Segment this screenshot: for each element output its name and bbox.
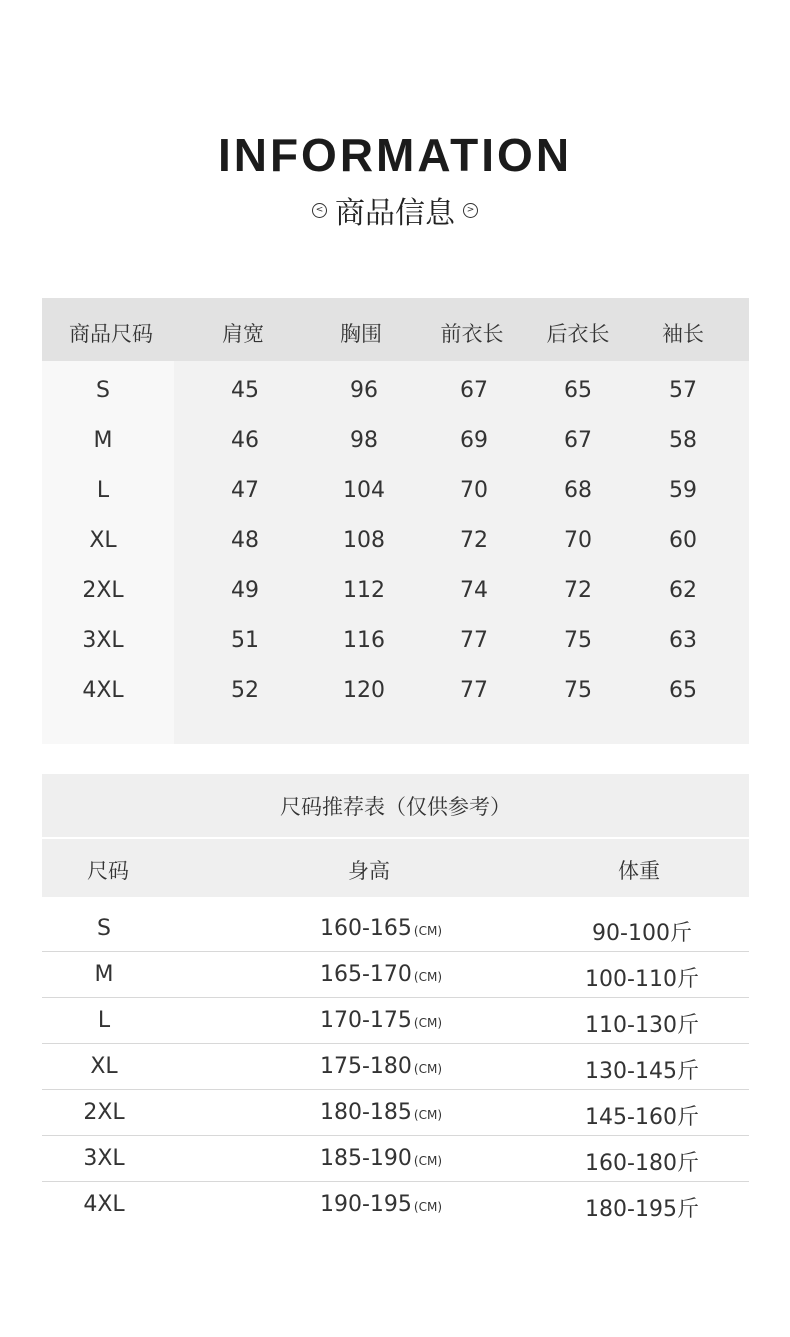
size-cell-size: 3XL — [82, 628, 124, 653]
size-cell-size: 4XL — [82, 678, 124, 703]
header-size: 尺码 — [87, 859, 129, 883]
size-cell-back-length: 70 — [564, 528, 592, 553]
height-unit: (CM) — [413, 1200, 443, 1214]
header-size: 商品尺码 — [69, 322, 153, 346]
height-value: 175-180 — [319, 1054, 412, 1079]
table-row — [42, 998, 749, 1044]
row-height — [320, 1008, 442, 1033]
size-cell-sleeve: 58 — [669, 428, 697, 453]
size-cell-size: XL — [89, 528, 117, 553]
size-cell-chest: 112 — [343, 578, 385, 603]
height-unit: (CM) — [413, 1016, 443, 1030]
size-cell-sleeve: 63 — [669, 628, 697, 653]
size-cell-chest: 104 — [343, 478, 385, 503]
size-cell-shoulder: 48 — [231, 528, 259, 553]
row-height — [320, 916, 442, 941]
row-size: XL — [90, 1054, 118, 1079]
height-value: 160-165 — [319, 916, 412, 941]
size-cell-front-length: 70 — [460, 478, 488, 503]
table-row — [42, 1090, 749, 1136]
table-row — [42, 1136, 749, 1182]
subtitle-text: 商品信息 — [335, 196, 455, 231]
chevron-right-circle-icon: > — [463, 203, 478, 218]
header-chest: 胸围 — [340, 322, 382, 346]
size-cell-back-length: 68 — [564, 478, 592, 503]
page-title: INFORMATION — [217, 129, 573, 181]
size-cell-shoulder: 45 — [231, 378, 259, 403]
header-height: 身高 — [348, 859, 390, 883]
size-cell-chest: 96 — [350, 378, 378, 403]
row-weight: 100-110斤 — [585, 967, 699, 992]
row-size: M — [94, 962, 114, 987]
height-unit: (CM) — [413, 1154, 443, 1168]
header-weight: 体重 — [618, 859, 660, 883]
size-cell-shoulder: 46 — [231, 428, 259, 453]
size-cell-sleeve: 59 — [669, 478, 697, 503]
size-cell-sleeve: 60 — [669, 528, 697, 553]
table-row — [42, 906, 749, 952]
row-weight: 180-195斤 — [585, 1197, 699, 1222]
size-cell-chest: 120 — [343, 678, 385, 703]
size-table-header — [42, 298, 749, 361]
row-size: S — [97, 916, 111, 941]
table-row — [42, 1044, 749, 1090]
size-cell-size: 2XL — [82, 578, 124, 603]
size-cell-chest: 108 — [343, 528, 385, 553]
row-height — [320, 962, 442, 987]
row-size: 3XL — [83, 1146, 125, 1171]
row-weight: 130-145斤 — [585, 1059, 699, 1084]
size-cell-size: M — [93, 428, 113, 453]
height-unit: (CM) — [413, 1062, 443, 1076]
row-weight: 110-130斤 — [585, 1013, 699, 1038]
header-back-length: 后衣长 — [546, 322, 610, 346]
size-cell-back-length: 67 — [564, 428, 592, 453]
size-cell-sleeve: 65 — [669, 678, 697, 703]
row-weight: 145-160斤 — [585, 1105, 699, 1130]
row-size: L — [97, 1008, 111, 1033]
size-cell-back-length: 75 — [564, 628, 592, 653]
chevron-left-circle-icon: < — [312, 203, 327, 218]
row-size: 2XL — [83, 1100, 125, 1125]
height-value: 170-175 — [319, 1008, 412, 1033]
size-cell-shoulder: 51 — [231, 628, 259, 653]
recommendation-header — [42, 839, 749, 897]
row-weight: 90-100斤 — [592, 921, 692, 946]
size-cell-size: L — [96, 478, 110, 503]
size-cell-shoulder: 52 — [231, 678, 259, 703]
row-height — [320, 1146, 442, 1171]
height-unit: (CM) — [413, 1108, 443, 1122]
size-cell-shoulder: 47 — [231, 478, 259, 503]
size-cell-chest: 98 — [350, 428, 378, 453]
size-cell-sleeve: 62 — [669, 578, 697, 603]
size-cell-front-length: 74 — [460, 578, 488, 603]
row-height — [320, 1100, 442, 1125]
size-cell-front-length: 77 — [460, 628, 488, 653]
height-unit: (CM) — [413, 924, 443, 938]
height-unit: (CM) — [413, 970, 443, 984]
header-shoulder: 肩宽 — [222, 322, 264, 346]
size-cell-back-length: 65 — [564, 378, 592, 403]
height-value: 180-185 — [319, 1100, 412, 1125]
size-cell-chest: 116 — [343, 628, 385, 653]
row-height — [320, 1192, 442, 1217]
header-front-length: 前衣长 — [440, 322, 504, 346]
table-row — [42, 952, 749, 998]
size-cell-sleeve: 57 — [669, 378, 697, 403]
size-cell-size: S — [96, 378, 110, 403]
height-value: 190-195 — [319, 1192, 412, 1217]
height-value: 165-170 — [319, 962, 412, 987]
size-cell-front-length: 72 — [460, 528, 488, 553]
size-cell-shoulder: 49 — [231, 578, 259, 603]
recommendation-title: 尺码推荐表（仅供参考） — [42, 774, 749, 837]
size-cell-back-length: 72 — [564, 578, 592, 603]
row-weight: 160-180斤 — [585, 1151, 699, 1176]
size-cell-front-length: 77 — [460, 678, 488, 703]
size-cell-front-length: 69 — [460, 428, 488, 453]
height-value: 185-190 — [319, 1146, 412, 1171]
page-subtitle — [0, 188, 790, 232]
row-size: 4XL — [83, 1192, 125, 1217]
size-cell-front-length: 67 — [460, 378, 488, 403]
table-row — [42, 1182, 749, 1228]
header-sleeve: 袖长 — [662, 322, 704, 346]
size-cell-back-length: 75 — [564, 678, 592, 703]
size-table — [42, 298, 749, 744]
row-height — [320, 1054, 442, 1079]
